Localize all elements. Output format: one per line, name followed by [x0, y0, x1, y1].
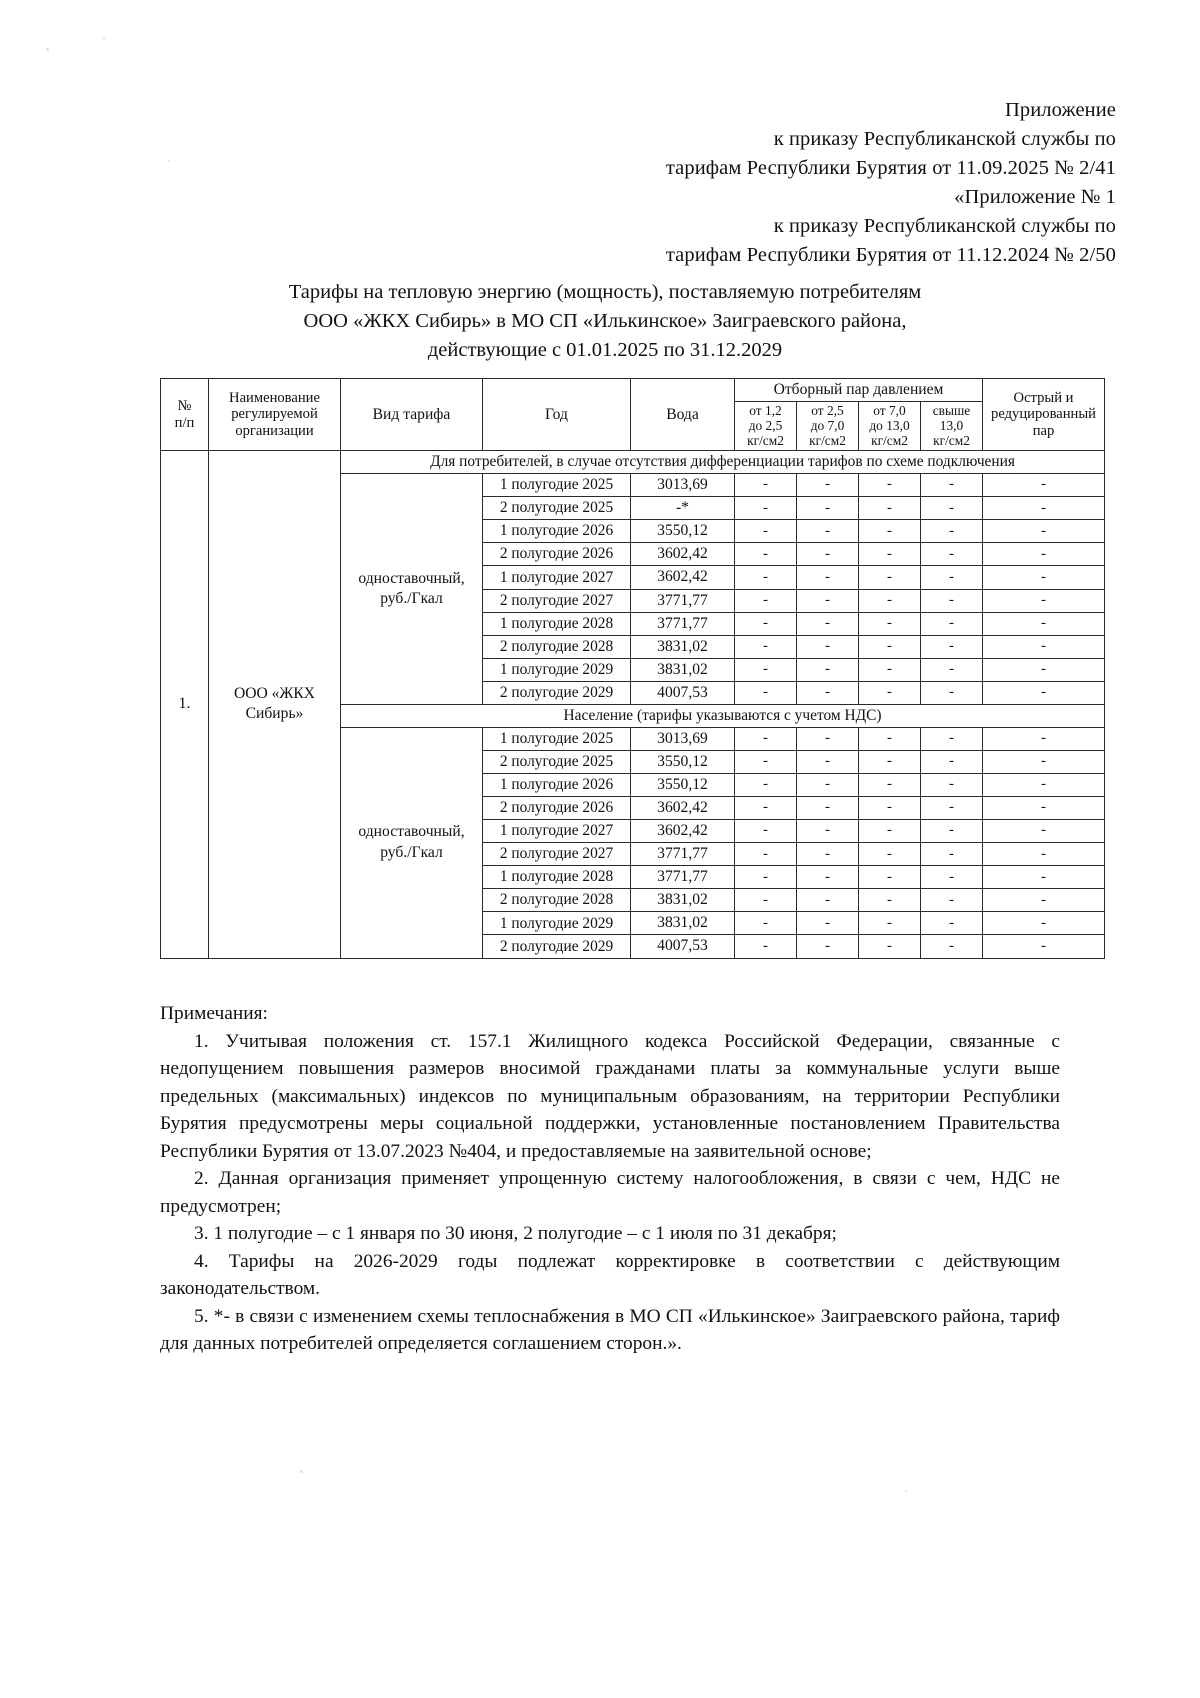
- water-value-cell: 3013,69: [631, 474, 735, 497]
- pressure-2-value-cell: -: [797, 635, 859, 658]
- water-value-cell: 3602,42: [631, 566, 735, 589]
- pressure-3-value-cell: -: [859, 612, 921, 635]
- sharp-reduced-steam-value-cell: -: [983, 474, 1105, 497]
- pressure-2-value-cell: -: [797, 520, 859, 543]
- pressure-3-value-cell: -: [859, 474, 921, 497]
- col-header-tariff-kind: Вид тарифа: [341, 379, 483, 451]
- header-line-1: Приложение: [1004, 99, 1116, 121]
- sharp-reduced-steam-value-cell: -: [983, 912, 1105, 935]
- sharp-reduced-steam-value-cell: -: [983, 773, 1105, 796]
- table-head: [161, 379, 1105, 451]
- period-cell: 2 полугодие 2026: [483, 797, 631, 820]
- sharp-reduced-steam-value-cell: -: [983, 658, 1105, 681]
- pressure-2-value-cell: -: [797, 612, 859, 635]
- pressure-2-value-cell: -: [797, 543, 859, 566]
- pressure-1-value-cell: -: [735, 635, 797, 658]
- pressure-2-value-cell: -: [797, 797, 859, 820]
- period-cell: 2 полугодие 2029: [483, 935, 631, 958]
- pressure-4-value-cell: -: [921, 474, 983, 497]
- pressure-1-value-cell: -: [735, 750, 797, 773]
- pressure-2-value-cell: -: [797, 866, 859, 889]
- water-value-cell: 4007,53: [631, 935, 735, 958]
- water-value-cell: -*: [631, 497, 735, 520]
- col-header-pressure-4: свыше 13,0 кг/см2: [921, 402, 983, 451]
- pressure-1-value-cell: -: [735, 589, 797, 612]
- pressure-2-value-cell: -: [797, 474, 859, 497]
- period-cell: 1 полугодие 2026: [483, 520, 631, 543]
- pressure-4-value-cell: -: [921, 681, 983, 704]
- pressure-4-value-cell: -: [921, 843, 983, 866]
- table-body: [161, 451, 1105, 958]
- notes-section: [160, 1000, 1060, 1358]
- page-title: [140, 278, 1070, 365]
- water-value-cell: 3602,42: [631, 543, 735, 566]
- pressure-1-value-cell: -: [735, 566, 797, 589]
- pressure-1-value-cell: -: [735, 773, 797, 796]
- period-cell: 2 полугодие 2025: [483, 497, 631, 520]
- period-cell: 1 полугодие 2029: [483, 658, 631, 681]
- period-cell: 2 полугодие 2025: [483, 750, 631, 773]
- row-number-cell: 1.: [161, 451, 209, 958]
- period-cell: 2 полугодие 2027: [483, 589, 631, 612]
- water-value-cell: 3831,02: [631, 912, 735, 935]
- title-line-1: Тарифы на тепловую энергию (мощность), поставляемую потребителям: [288, 281, 922, 303]
- header-line-2: к приказу Республиканской службы по: [773, 128, 1116, 150]
- sharp-reduced-steam-value-cell: -: [983, 750, 1105, 773]
- pressure-1-value-cell: -: [735, 658, 797, 681]
- col-header-number: № п/п: [161, 379, 209, 451]
- pressure-3-value-cell: -: [859, 912, 921, 935]
- sharp-reduced-steam-value-cell: -: [983, 820, 1105, 843]
- pressure-1-value-cell: -: [735, 474, 797, 497]
- pressure-3-value-cell: -: [859, 797, 921, 820]
- pressure-3-value-cell: -: [859, 589, 921, 612]
- organization-line-1: ООО «ЖКХ: [233, 685, 316, 703]
- scan-speckle: [103, 38, 105, 40]
- pressure-1-value-cell: -: [735, 520, 797, 543]
- pressure-2-value-cell: -: [797, 773, 859, 796]
- col-header-pressure-3: от 7,0 до 13,0 кг/см2: [859, 402, 921, 451]
- pressure-2-value-cell: -: [797, 912, 859, 935]
- period-cell: 1 полугодие 2025: [483, 727, 631, 750]
- pressure-1-value-cell: -: [735, 612, 797, 635]
- period-cell: 1 полугодие 2028: [483, 866, 631, 889]
- pressure-4-value-cell: -: [921, 912, 983, 935]
- pressure-3-value-cell: -: [859, 773, 921, 796]
- pressure-4-value-cell: -: [921, 935, 983, 958]
- scan-speckle: [46, 48, 49, 51]
- pressure-4-value-cell: -: [921, 727, 983, 750]
- water-value-cell: 3013,69: [631, 727, 735, 750]
- pressure-4-value-cell: -: [921, 520, 983, 543]
- sharp-reduced-steam-value-cell: -: [983, 543, 1105, 566]
- pressure-3-value-cell: -: [859, 935, 921, 958]
- sharp-reduced-steam-value-cell: -: [983, 497, 1105, 520]
- pressure-4-value-cell: -: [921, 566, 983, 589]
- pressure-2-value-cell: -: [797, 750, 859, 773]
- note-item-4: 4. Тарифы на 2026-2029 годы подлежат корректировке в соответствии с действующим законодательством.: [160, 1250, 1060, 1299]
- pressure-1-value-cell: -: [735, 889, 797, 912]
- sharp-reduced-steam-value-cell: -: [983, 612, 1105, 635]
- pressure-3-value-cell: -: [859, 866, 921, 889]
- sharp-reduced-steam-value-cell: -: [983, 681, 1105, 704]
- sharp-reduced-steam-value-cell: -: [983, 935, 1105, 958]
- title-line-2: ООО «ЖКХ Сибирь» в МО СП «Илькинское» Заиграевского района,: [303, 310, 907, 332]
- water-value-cell: 3771,77: [631, 589, 735, 612]
- header-line-4: «Приложение № 1: [954, 186, 1116, 208]
- pressure-3-value-cell: -: [859, 497, 921, 520]
- col-header-pressure-2: от 2,5 до 7,0 кг/см2: [797, 402, 859, 451]
- pressure-4-value-cell: -: [921, 773, 983, 796]
- water-value-cell: 3602,42: [631, 820, 735, 843]
- pressure-4-value-cell: -: [921, 589, 983, 612]
- pressure-4-value-cell: -: [921, 497, 983, 520]
- sharp-reduced-steam-value-cell: -: [983, 797, 1105, 820]
- tariff-kind-line-1: одноставочный,: [358, 823, 465, 841]
- col-header-organization: Наименование регулируемой организации: [209, 379, 341, 451]
- section-banner: Население (тарифы указываются с учетом НДС): [341, 704, 1105, 727]
- period-cell: 1 полугодие 2027: [483, 566, 631, 589]
- pressure-2-value-cell: -: [797, 658, 859, 681]
- col-header-water: Вода: [631, 379, 735, 451]
- period-cell: 2 полугодие 2027: [483, 843, 631, 866]
- sharp-reduced-steam-value-cell: -: [983, 520, 1105, 543]
- pressure-3-value-cell: -: [859, 635, 921, 658]
- header-line-6: тарифам Республики Бурятия от 11.12.2024 № 2/50: [665, 244, 1116, 266]
- scan-speckle: [168, 160, 170, 162]
- note-item-1: 1. Учитывая положения ст. 157.1 Жилищного кодекса Российской Федерации, связанные с недопущением повышения размеров вносимой гражданами платы за коммунальные услуги выше предельных (максимальных) индексов по муниципальным образованиям, на территории Республики Бурятия предусмотрены меры социальной поддержки, установленные постановлением Правительства Республики Бурятия от 13.07.2023 №404, и предоставляемые на заявительной основе;: [160, 1030, 1060, 1162]
- water-value-cell: 3771,77: [631, 612, 735, 635]
- pressure-2-value-cell: -: [797, 727, 859, 750]
- table-header-row-1: [161, 379, 1105, 402]
- pressure-2-value-cell: -: [797, 566, 859, 589]
- pressure-2-value-cell: -: [797, 497, 859, 520]
- header-line-3: тарифам Республики Бурятия от 11.09.2025 № 2/41: [665, 157, 1116, 179]
- sharp-reduced-steam-value-cell: -: [983, 866, 1105, 889]
- sharp-reduced-steam-value-cell: -: [983, 727, 1105, 750]
- pressure-2-value-cell: -: [797, 820, 859, 843]
- col-header-steam-group: Отборный пар давлением: [735, 379, 983, 402]
- notes-heading: Примечания:: [160, 1003, 268, 1024]
- pressure-1-value-cell: -: [735, 681, 797, 704]
- organization-cell: [209, 451, 341, 958]
- water-value-cell: 3831,02: [631, 635, 735, 658]
- pressure-2-value-cell: -: [797, 843, 859, 866]
- pressure-3-value-cell: -: [859, 658, 921, 681]
- sharp-reduced-steam-value-cell: -: [983, 566, 1105, 589]
- pressure-4-value-cell: -: [921, 797, 983, 820]
- water-value-cell: 4007,53: [631, 681, 735, 704]
- pressure-4-value-cell: -: [921, 612, 983, 635]
- title-line-3: действующие с 01.01.2025 по 31.12.2029: [427, 339, 783, 361]
- tariff-kind-cell: [341, 727, 483, 958]
- period-cell: 1 полугодие 2029: [483, 912, 631, 935]
- pressure-1-value-cell: -: [735, 843, 797, 866]
- pressure-2-value-cell: -: [797, 935, 859, 958]
- tariff-table-wrapper: [160, 378, 1096, 959]
- section-banner-row: [161, 451, 1105, 474]
- pressure-1-value-cell: -: [735, 497, 797, 520]
- pressure-4-value-cell: -: [921, 820, 983, 843]
- header-line-5: к приказу Республиканской службы по: [773, 215, 1116, 237]
- period-cell: 2 полугодие 2029: [483, 681, 631, 704]
- tariff-kind-line-2: руб./Гкал: [380, 590, 443, 608]
- col-header-pressure-1: от 1,2 до 2,5 кг/см2: [735, 402, 797, 451]
- water-value-cell: 3602,42: [631, 797, 735, 820]
- note-item-3: 3. 1 полугодие – с 1 января по 30 июня, 2 полугодие – с 1 июля по 31 декабря;: [194, 1223, 837, 1244]
- period-cell: 1 полугодие 2028: [483, 612, 631, 635]
- period-cell: 1 полугодие 2027: [483, 820, 631, 843]
- pressure-1-value-cell: -: [735, 797, 797, 820]
- pressure-4-value-cell: -: [921, 635, 983, 658]
- section-banner: Для потребителей, в случае отсутствия дифференциации тарифов по схеме подключения: [341, 451, 1105, 474]
- period-cell: 1 полугодие 2025: [483, 474, 631, 497]
- pressure-3-value-cell: -: [859, 727, 921, 750]
- pressure-3-value-cell: -: [859, 843, 921, 866]
- period-cell: 1 полугодие 2026: [483, 773, 631, 796]
- period-cell: 2 полугодие 2026: [483, 543, 631, 566]
- scan-speckle: [905, 1490, 907, 1492]
- pressure-1-value-cell: -: [735, 935, 797, 958]
- period-cell: 2 полугодие 2028: [483, 889, 631, 912]
- pressure-3-value-cell: -: [859, 543, 921, 566]
- water-value-cell: 3550,12: [631, 773, 735, 796]
- scan-speckle: [300, 1470, 303, 1473]
- pressure-1-value-cell: -: [735, 543, 797, 566]
- pressure-4-value-cell: -: [921, 866, 983, 889]
- pressure-1-value-cell: -: [735, 727, 797, 750]
- water-value-cell: 3550,12: [631, 750, 735, 773]
- tariff-table: [160, 378, 1105, 959]
- pressure-3-value-cell: -: [859, 820, 921, 843]
- water-value-cell: 3550,12: [631, 520, 735, 543]
- sharp-reduced-steam-value-cell: -: [983, 843, 1105, 866]
- note-item-2: 2. Данная организация применяет упрощенную систему налогообложения, в связи с чем, НДС не предусмотрен;: [160, 1168, 1060, 1217]
- tariff-kind-line-2: руб./Гкал: [380, 843, 443, 861]
- period-cell: 2 полугодие 2028: [483, 635, 631, 658]
- pressure-4-value-cell: -: [921, 889, 983, 912]
- tariff-kind-cell: [341, 474, 483, 705]
- water-value-cell: 3771,77: [631, 866, 735, 889]
- pressure-3-value-cell: -: [859, 750, 921, 773]
- document-header: [556, 96, 1116, 270]
- pressure-2-value-cell: -: [797, 889, 859, 912]
- col-header-year: Год: [483, 379, 631, 451]
- tariff-kind-line-1: одноставочный,: [358, 569, 465, 587]
- sharp-reduced-steam-value-cell: -: [983, 635, 1105, 658]
- col-header-sharp-reduced-steam: Острый и редуцированный пар: [983, 379, 1105, 451]
- sharp-reduced-steam-value-cell: -: [983, 589, 1105, 612]
- pressure-1-value-cell: -: [735, 866, 797, 889]
- water-value-cell: 3831,02: [631, 889, 735, 912]
- pressure-2-value-cell: -: [797, 681, 859, 704]
- pressure-1-value-cell: -: [735, 912, 797, 935]
- note-item-5: 5. *- в связи с изменением схемы теплоснабжения в МО СП «Илькинское» Заиграевского района, тариф для данных потребителей определяется соглашением сторон.».: [160, 1305, 1060, 1354]
- pressure-4-value-cell: -: [921, 750, 983, 773]
- sharp-reduced-steam-value-cell: -: [983, 889, 1105, 912]
- pressure-3-value-cell: -: [859, 520, 921, 543]
- pressure-3-value-cell: -: [859, 566, 921, 589]
- pressure-4-value-cell: -: [921, 543, 983, 566]
- pressure-3-value-cell: -: [859, 889, 921, 912]
- pressure-3-value-cell: -: [859, 681, 921, 704]
- pressure-2-value-cell: -: [797, 589, 859, 612]
- water-value-cell: 3771,77: [631, 843, 735, 866]
- pressure-1-value-cell: -: [735, 820, 797, 843]
- water-value-cell: 3831,02: [631, 658, 735, 681]
- organization-line-2: Сибирь»: [245, 705, 304, 723]
- pressure-4-value-cell: -: [921, 658, 983, 681]
